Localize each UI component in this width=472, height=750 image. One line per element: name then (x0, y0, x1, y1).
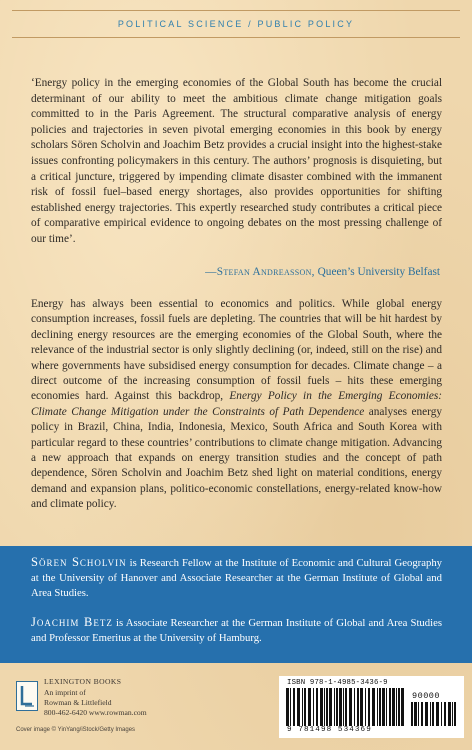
isbn-text: ISBN 978-1-4985-3436-9 (287, 679, 388, 687)
author-bio-band (0, 546, 472, 663)
endorsement-quote: ‘Energy policy in the emerging economies of the Global South has become the crucial determinant of our ability to meet the ambitious climate change mitigation goals committed to in the Paris Agreement. The structural comparative analysis of energy policies and trajectories in seven pivotal emerging economies in this book by energy scholars Sören Scholvin and Joachim Betz provides a crucial insight into the highest-stake issues confronting policymakers in this century. The authors’ prognosis is disquieting, but a critical juncture, triggered by impending climate disaster combined with the immanent risk of fossil fuel–based energy shortages, also provides opportunities for shifting established energy trajectories. This expertly researched study contributes a critical piece of comparative empirical evidence to ongoing debates on the most pressing challenge of our time’. (31, 77, 442, 245)
description-text-1: Energy has always been essential to economics and politics. While global energy consumption increases, fossil fuels are depleting. The countries that will be hit hardest by declining energy resources are the emerging economies of the Global South, where the relevance of the industrial sector is only slightly declining (or, indeed, still on the rise) and where governments have subsidised energy consumption for decades. Climate change – a direct outcome of the increasing consumption of fossil fuels – hits these emerging economies hard. Against this backdrop, (31, 298, 442, 403)
endorsement-attribution (205, 266, 440, 278)
category-header (12, 10, 460, 38)
author-bio (31, 615, 442, 646)
publisher-parent: Rowman & Littlefield (44, 698, 112, 707)
book-description (31, 297, 442, 513)
author-name: Sören Scholvin (31, 555, 127, 569)
endorser-name: —Stefan Andreasson, (205, 266, 315, 278)
ean-barcode-bars (285, 688, 405, 726)
book-title: Energy Policy in the Emerging Economies: Climate Change Mitigation under the Constraints of Path Dependence (31, 390, 443, 418)
publisher-logo-icon (16, 681, 38, 711)
publisher-name: LEXINGTON BOOKS (44, 677, 122, 686)
publisher-block (16, 676, 176, 722)
author-bio-text: is Associate Researcher at the German Institute of Global and Area Studies and Professor Emeritus at the University of Hamburg. (31, 617, 442, 644)
author-bio-text: is Research Fellow at the Institute of Economic and Cultural Geography at the University of Hanover and Associate Researcher at the German Institute of Global and Area Studies. (31, 557, 443, 599)
addon-barcode-bars (410, 702, 458, 726)
barcode (279, 676, 464, 738)
author-bio (31, 555, 442, 601)
ean-digits: 9 781498 534369 (287, 726, 372, 734)
endorser-affiliation: Queen’s University Belfast (314, 266, 440, 278)
price-code: 90000 (412, 691, 441, 701)
author-name: Joachim Betz (31, 615, 113, 629)
cover-image-credit: Cover image © YinYang/iStock/Getty Images (16, 727, 136, 733)
publisher-contact: 800-462-6420 www.rowman.com (44, 708, 147, 717)
publisher-imprint-line: An imprint of (44, 688, 86, 697)
category-label: POLITICAL SCIENCE / PUBLIC POLICY (117, 19, 355, 29)
description-text-2: analyses energy policy in Brazil, China, India, Indonesia, Mexico, South Africa and South Korea with particular regard to these countries’ contributions to climate change mitigation. Advancing a new approach that expands on energy transition studies and the concept of path dependence, Sören Scholvin and Joachim Betz shed light on material conditions, energy demand and expansion plans, politico-economic constellations, energy-related know-how and climate policy. (31, 405, 443, 511)
